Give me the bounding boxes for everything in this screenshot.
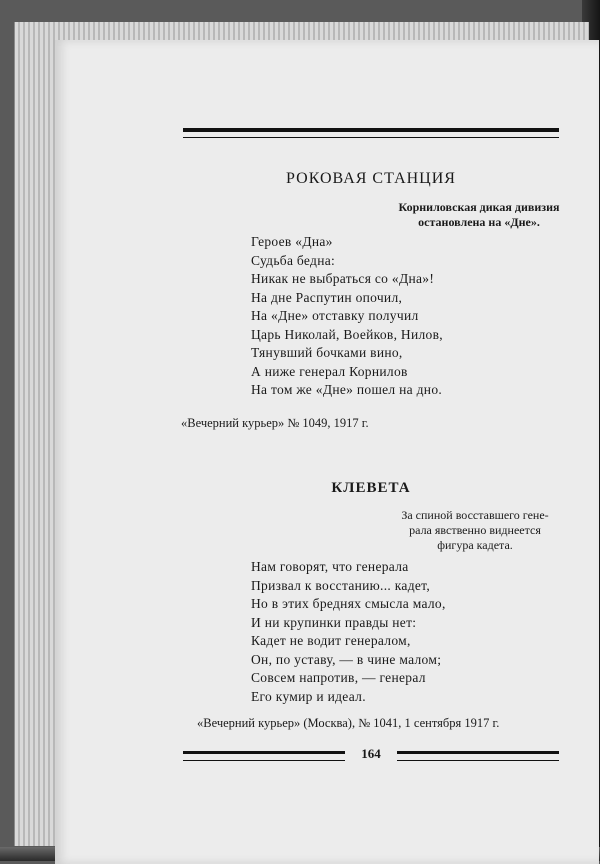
- poem-line: На дне Распутин опочил,: [251, 289, 403, 305]
- poem-line: Совсем напротив, — генерал: [251, 670, 426, 685]
- poem-source-2: «Вечерний курьер» (Москва), № 1041, 1 сентября 1917 г.: [197, 716, 500, 730]
- poem-line: На том же «Дне» пошел на дно.: [251, 382, 443, 397]
- epigraph-2: [381, 508, 569, 553]
- poem-line: А ниже генерал Корнилов: [251, 363, 408, 379]
- footer-rule-right: [397, 751, 559, 761]
- poem-line: Никак не выбраться со «Дна»!: [251, 271, 435, 286]
- page-number: 164: [361, 746, 381, 761]
- poem-title-2: КЛЕВЕТА: [331, 480, 411, 496]
- poem-source-1: «Вечерний курьер» № 1049, 1917 г.: [181, 416, 369, 430]
- poem-line: Тянувший бочками вино,: [251, 345, 403, 360]
- poem-line: Его кумир и идеал.: [251, 688, 366, 704]
- epigraph-line: За спиной восставшего гене-: [401, 508, 549, 522]
- poem-line: Судьба бедна:: [251, 252, 336, 268]
- book-page: [55, 40, 599, 864]
- poem-body-1: [251, 233, 443, 400]
- epigraph-line: остановлена на «Дне».: [418, 215, 540, 229]
- poem-body-2: [251, 558, 446, 706]
- epigraph-1: [385, 200, 573, 230]
- poem-line: Царь Николай, Воейков, Нилов,: [251, 326, 443, 342]
- poem-line: Но в этих бреднях смысла мало,: [251, 596, 446, 611]
- epigraph-line: рала явственно виднеется: [409, 523, 541, 537]
- epigraph-line: фигура кадета.: [437, 538, 513, 552]
- page-stack: [14, 22, 589, 846]
- poem-line: И ни крупинки правды нет:: [251, 614, 417, 630]
- header-rule: [183, 128, 559, 138]
- poem-line: Призвал к восстанию... кадет,: [251, 577, 431, 593]
- poem-line: Он, по уставу, — в чине малом;: [251, 651, 442, 667]
- page-footer: [183, 746, 559, 766]
- poem-line: На «Дне» отставку получил: [251, 308, 419, 323]
- poem-line: Кадет не водит генералом,: [251, 633, 411, 648]
- poem-line: Нам говорят, что генерала: [251, 559, 409, 574]
- poem-title-1: РОКОВАЯ СТАНЦИЯ: [286, 170, 456, 187]
- poem-line: Героев «Дна»: [251, 234, 333, 249]
- epigraph-line: Корниловская дикая дивизия: [398, 200, 560, 214]
